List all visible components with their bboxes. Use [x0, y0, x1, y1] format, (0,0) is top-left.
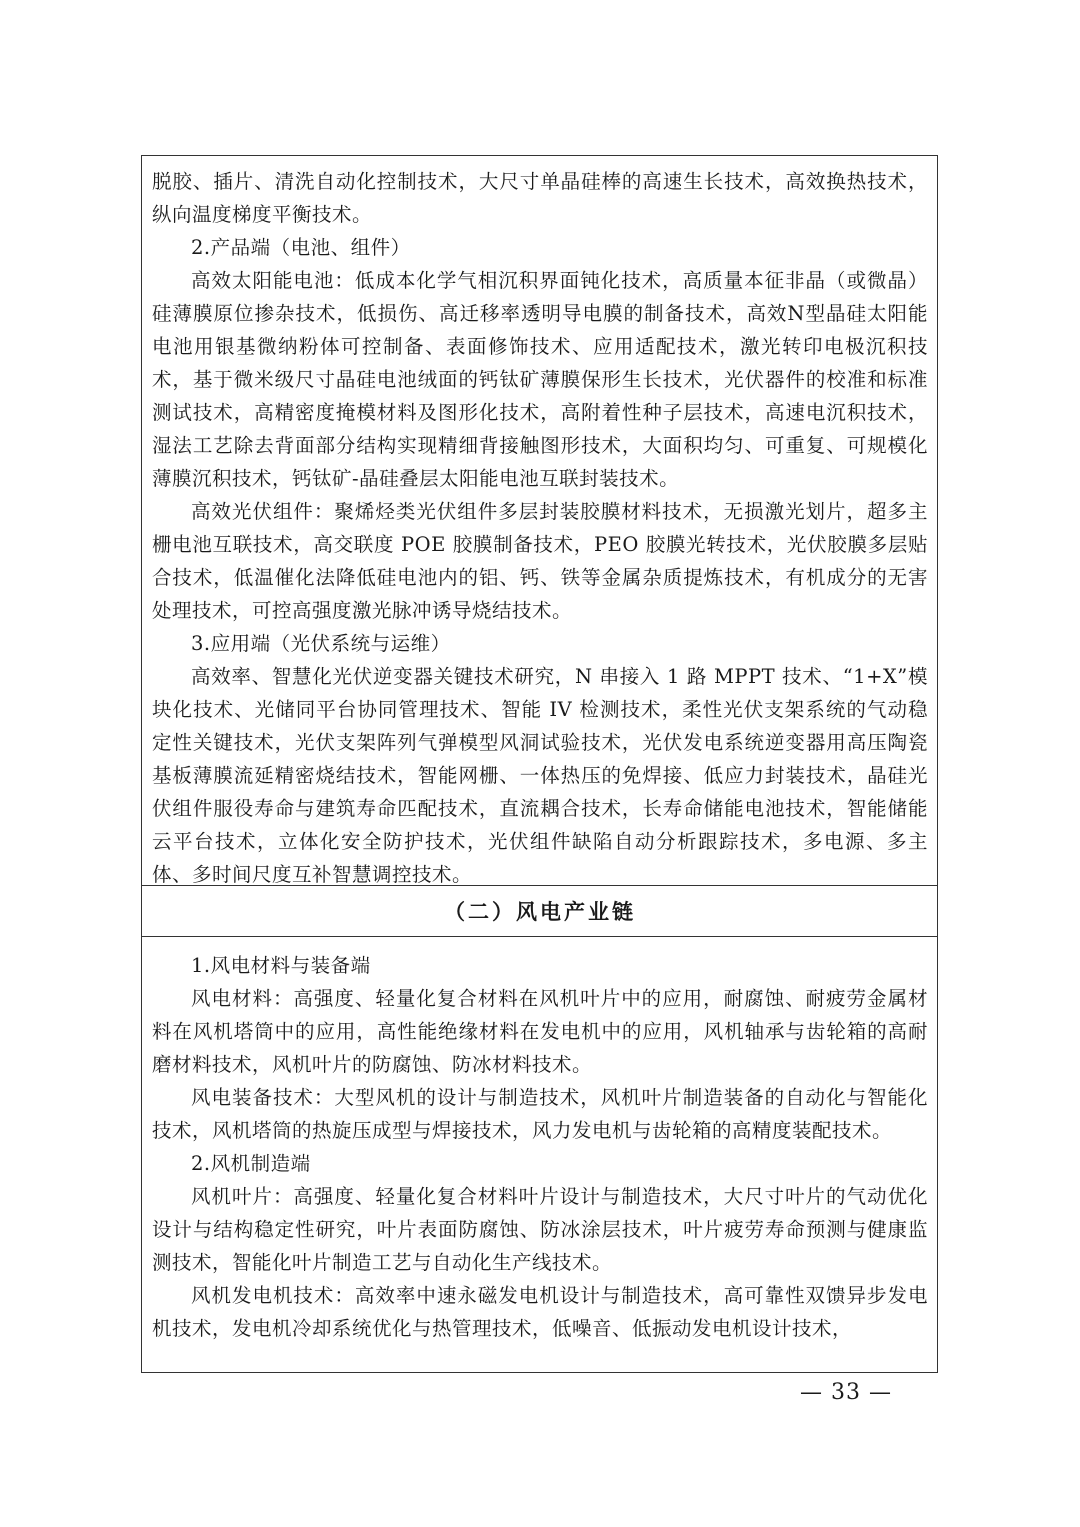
- subheading-application-end: 3.应用端（光伏系统与运维）: [191, 632, 451, 655]
- paragraph-wind-materials: 风电材料：高强度、轻量化复合材料在风机叶片中的应用，耐腐蚀、耐疲劳金属材料在风机塔筒中的应用，高性能绝缘材料在发电机中的应用，风机轴承与齿轮箱的高耐磨材料技术，风机叶片的防腐蚀、防冰材料技术。: [152, 987, 928, 1076]
- section-header-row: [142, 885, 937, 937]
- wind-power-tech-cell: [142, 937, 937, 1372]
- paragraph-solar-cells: 高效太阳能电池：低成本化学气相沉积界面钝化技术，高质量本征非晶（或微晶）硅薄膜原位掺杂技术，低损伤、高迁移率透明导电膜的制备技术，高效N型晶硅太阳能电池用银基微纳粉体可控制备、表面修饰技术、应用适配技术，激光转印电极沉积技术，基于微米级尺寸晶硅电池绒面的钙钛矿薄膜保形生长技术，光伏器件的校准和标准测试技术，高精密度掩模材料及图形化技术，高附着性种子层技术，高速电沉积技术，湿法工艺除去背面部分结构实现精细背接触图形技术，大面积均匀、可重复、可规模化薄膜沉积技术，钙钛矿-晶硅叠层太阳能电池互联封装技术。: [152, 269, 928, 490]
- subheading-turbine-manufacturing: 2.风机制造端: [191, 1152, 311, 1175]
- page-number: — 33 —: [800, 1380, 892, 1405]
- paragraph-pv-modules: 高效光伏组件：聚烯烃类光伏组件多层封装胶膜材料技术，无损激光划片，超多主栅电池互联技术，高交联度 POE 胶膜制备技术，PEO 胶膜光转技术，光伏胶膜多层贴合技术，低温催化法降低硅电池内的铝、钙、铁等金属杂质提炼技术，有机成分的无害处理技术，可控高强度激光脉冲诱导烧结技术。: [152, 500, 928, 622]
- content-table: [141, 155, 938, 1373]
- paragraph-continuation: 脱胶、插片、清洗自动化控制技术，大尺寸单晶硅棒的高速生长技术，高效换热技术，纵向温度梯度平衡技术。: [152, 170, 928, 226]
- paragraph-turbine-blades: 风机叶片：高强度、轻量化复合材料叶片设计与制造技术，大尺寸叶片的气动优化设计与结构稳定性研究，叶片表面防腐蚀、防冰涂层技术，叶片疲劳寿命预测与健康监测技术，智能化叶片制造工艺与自动化生产线技术。: [152, 1185, 928, 1274]
- subheading-materials-equipment: 1.风电材料与装备端: [191, 954, 371, 977]
- paragraph-turbine-generators: 风机发电机技术：高效率中速永磁发电机设计与制造技术，高可靠性双馈异步发电机技术，发电机冷却系统优化与热管理技术，低噪音、低振动发电机设计技术，: [152, 1284, 928, 1340]
- paragraph-pv-systems: 高效率、智慧化光伏逆变器关键技术研究，N 串接入 1 路 MPPT 技术、“1+X”模块化技术、光储同平台协同管理技术、智能 IV 检测技术，柔性光伏支架系统的气动稳定性关键技术，光伏支架阵列气弹模型风洞试验技术，光伏发电系统逆变器用高压陶瓷基板薄膜流延精密烧结技术，智能网栅、一体热压的免焊接、低应力封装技术，晶硅光伏组件服役寿命与建筑寿命匹配技术，直流耦合技术，长寿命储能电池技术，智能储能云平台技术，立体化安全防护技术，光伏组件缺陷自动分析跟踪技术，多电源、多主体、多时间尺度互补智慧调控技术。: [152, 665, 928, 886]
- subheading-product-end: 2.产品端（电池、组件）: [191, 236, 411, 259]
- section-title: （二）风电产业链: [444, 899, 636, 924]
- photovoltaic-tech-cell: [142, 156, 937, 885]
- paragraph-wind-equipment: 风电装备技术：大型风机的设计与制造技术，风机叶片制造装备的自动化与智能化技术，风机塔筒的热旋压成型与焊接技术，风力发电机与齿轮箱的高精度装配技术。: [152, 1086, 928, 1142]
